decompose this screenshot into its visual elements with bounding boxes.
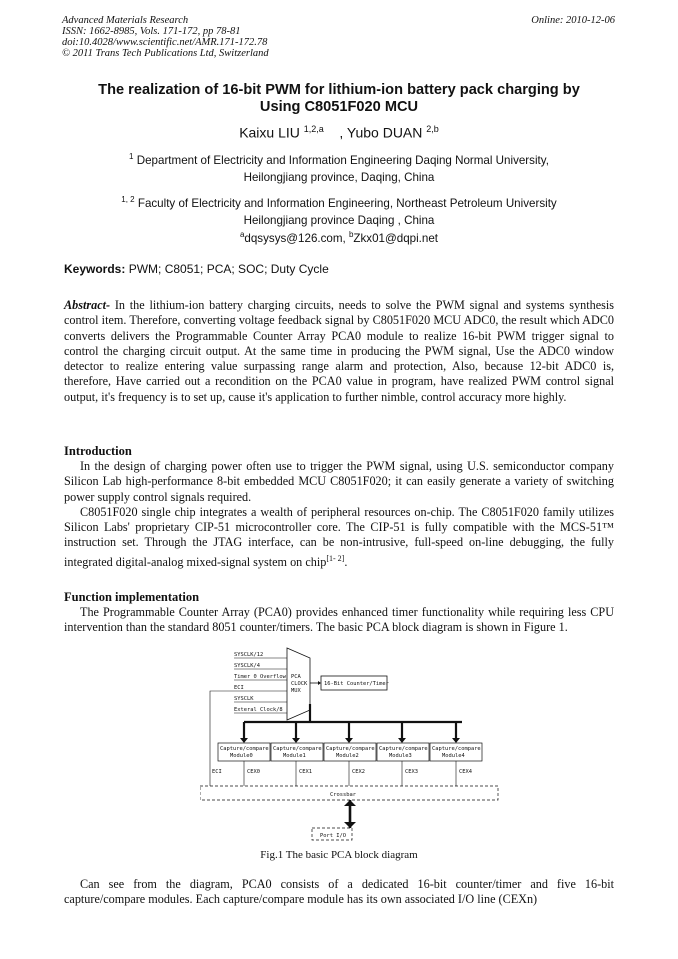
affiliation-1 bbox=[62, 150, 616, 168]
online-date: Online: 2010-12-06 bbox=[531, 15, 615, 26]
input-sysclk: SYSCLK bbox=[234, 696, 254, 702]
aff2-sup: 1, 2 bbox=[121, 195, 135, 204]
aff1-line1: Department of Electricity and Information Engineering Daqing Normal University, bbox=[136, 153, 549, 167]
module-1-line2: Module1 bbox=[283, 753, 306, 759]
email-a: dqsysys@126.com, bbox=[244, 231, 349, 245]
paper-title bbox=[62, 82, 616, 116]
crossbar-label: Crossbar bbox=[330, 792, 356, 798]
intro-p2-ref: [1- 2] bbox=[326, 553, 345, 563]
counter-timer-label: 16-Bit Counter/Timer bbox=[324, 681, 389, 687]
author-1: Kaixu LIU bbox=[239, 124, 300, 141]
cex3-label: CEX3 bbox=[405, 769, 418, 775]
mux-label-mux: MUX bbox=[291, 688, 301, 694]
intro-paragraph-1: In the design of charging power often use to trigger the PWM signal, using U.S. semiconductor company Silicon Lab high-performance 8-bit embedded MCU C8051F020; it can easily generate a variety of switching power supply control signals required. bbox=[64, 459, 614, 504]
keywords-label: Keywords: bbox=[64, 262, 126, 276]
mux-label-clock: CLOCK bbox=[291, 681, 308, 687]
aff2-line1: Faculty of Electricity and Information Engineering, Northeast Petroleum University bbox=[137, 196, 557, 210]
introduction-body bbox=[64, 459, 614, 570]
author-1-sup: 1,2,a bbox=[303, 124, 324, 134]
function-heading: Function implementation bbox=[64, 590, 200, 604]
pca-block-diagram bbox=[200, 646, 500, 846]
cex0-label: CEX0 bbox=[247, 769, 260, 775]
authors bbox=[62, 124, 616, 141]
author-2: , Yubo DUAN bbox=[339, 124, 423, 141]
figure-caption: Fig.1 The basic PCA block diagram bbox=[260, 849, 418, 861]
module-2-line2: Module2 bbox=[336, 753, 359, 759]
journal-header bbox=[62, 15, 269, 59]
introduction-heading: Introduction bbox=[64, 444, 132, 458]
title-line-2: Using C8051F020 MCU bbox=[259, 99, 419, 115]
module-4-line2: Module4 bbox=[442, 753, 465, 759]
cex1-label: CEX1 bbox=[299, 769, 312, 775]
affiliation-1-line2: Heilongjiang province, Daqing, China bbox=[243, 171, 435, 184]
author-2-sup: 2,b bbox=[426, 124, 439, 134]
doi: doi:10.4028/www.scientific.net/AMR.171-172.78 bbox=[62, 37, 268, 48]
abstract-label: Abstract- bbox=[64, 298, 111, 312]
input-sysclk4: SYSCLK/4 bbox=[234, 663, 260, 669]
module-3-line2: Module3 bbox=[389, 753, 412, 759]
email-a-sup: a bbox=[239, 230, 245, 239]
cex-lines bbox=[244, 761, 456, 786]
cex4-label: CEX4 bbox=[459, 769, 472, 775]
function-body bbox=[64, 605, 614, 636]
bus-drops bbox=[244, 722, 456, 738]
title-line-1: The realization of 16-bit PWM for lithium-ion battery pack charging by bbox=[98, 82, 580, 98]
cex2-label: CEX2 bbox=[352, 769, 365, 775]
journal-name: Advanced Materials Research bbox=[62, 15, 189, 26]
intro-p2-end: . bbox=[344, 554, 348, 569]
issn: ISSN: 1662-8985, Vols. 171-172, pp 78-81 bbox=[62, 26, 241, 37]
function-body-continued bbox=[64, 877, 614, 908]
abstract-text: In the lithium-ion battery charging circuits, needs to solve the PWM signal and systems synthesis control item. Therefore, converting voltage feedback signal by C8051F020 MCU ADC0, the result which ADC0 converts delivers the Programmable Counter Array PCA0 module to realize 16-bit PWM trigger signal to control the charging circuit output. At the same time in producing the PWM signal, Use the ADC0 window detector to realize entering value surpassing range alarm and protection, Also, because 12-bit ADC0 is, therefore, Have carried out a recondition on the PCA0 value in program, have realized PWM control signal output, it's frequency is to set up, cause it's application to further nimble, control accuracy more highly. bbox=[64, 298, 614, 404]
function-paragraph-2: Can see from the diagram, PCA0 consists of a dedicated 16-bit counter/timer and five 16-bit capture/compare modules. Each capture/compare module has its own associated I/O line (CEXn) bbox=[64, 877, 614, 907]
input-eci: ECI bbox=[234, 685, 244, 691]
copyright: © 2011 Trans Tech Publications Ltd, Switzerland bbox=[62, 48, 269, 59]
keywords bbox=[64, 262, 329, 276]
intro-p2-text: C8051F020 single chip integrates a wealth of peripheral resources on-chip. The C8051F020 family utilizes Silicon Labs' proprietary CIP-51 microcontroller core. The CIP-51 is fully compatible with the MCS-51™ instruction set. Through the JTAG interface, can be non-intrusive, full-speed on-line debugging, the fully integrated digital-analog mixed-signal system on chip bbox=[64, 504, 614, 569]
abstract bbox=[64, 298, 614, 405]
aff1-sup: 1 bbox=[129, 152, 134, 161]
module-0-line1: Capture/compare bbox=[220, 746, 269, 752]
affiliation-2 bbox=[62, 193, 616, 211]
module-0-line2: Module0 bbox=[230, 753, 253, 759]
email-b: Zkx01@dqpi.net bbox=[353, 231, 439, 245]
module-2-line1: Capture/compare bbox=[326, 746, 375, 752]
affiliation-2-line2: Heilongjiang province Daqing , China bbox=[243, 214, 435, 227]
mux-label-pca: PCA bbox=[291, 674, 301, 680]
input-external-clock: Exteral Clock/8 bbox=[234, 707, 283, 713]
input-timer0-overflow: Timer 0 Overflow bbox=[234, 674, 286, 680]
email-b-sup: b bbox=[348, 230, 354, 239]
module-4-line1: Capture/compare bbox=[432, 746, 481, 752]
keywords-text: PWM; C8051; PCA; SOC; Duty Cycle bbox=[125, 262, 329, 276]
eci-label: ECI bbox=[212, 769, 222, 775]
input-sysclk12: SYSCLK/12 bbox=[234, 652, 264, 658]
function-paragraph-1: The Programmable Counter Array (PCA0) provides enhanced timer functionality while requiring less CPU intervention than the standard 8051 counter/timers. The basic PCA block diagram is shown in Figure 1. bbox=[64, 605, 614, 635]
port-io-label: Port I/O bbox=[320, 833, 346, 839]
module-1-line1: Capture/compare bbox=[273, 746, 322, 752]
intro-paragraph-2 bbox=[64, 505, 614, 570]
emails bbox=[62, 228, 616, 246]
module-3-line1: Capture/compare bbox=[379, 746, 428, 752]
